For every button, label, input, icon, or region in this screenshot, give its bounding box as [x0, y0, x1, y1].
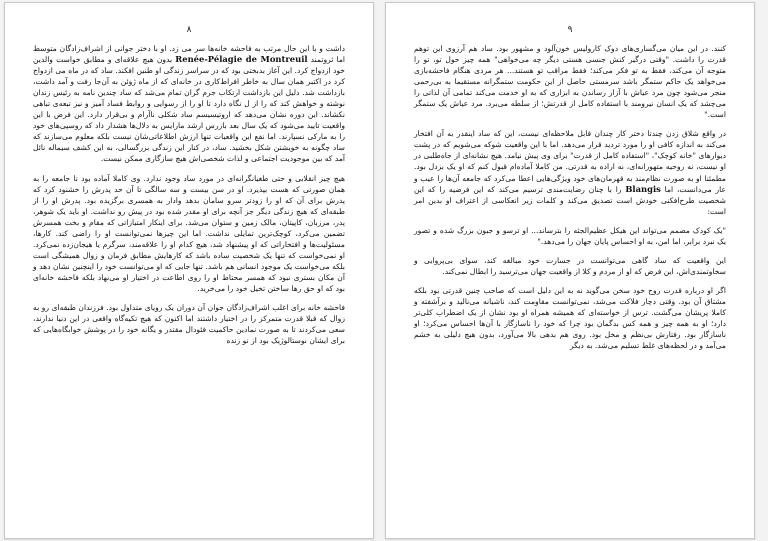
paragraph: اگر او درباره قدرت روح خود سخن می‌گوید نه به این دلیل است که صاحب چنین قدرتی بود بلکه مشتاق آن بود. وقتی دچار فلاکت می‌شد، نمی‌توانست مقاومت کند، ناشیانه می‌نالید و برآشفته و کاملا پریشان می‌گشت. ترس از خواسته‌ای که همیشه همراه او بود نشان از یک اضطراب کلی‌تر دارد؛ او به همه چیز و همه کس بدگمان بود چرا که خود را ناسازگار با آن‌ها احساس می‌کرد؛ او ناسازگار بود. رفتارش بی‌نظم و مخل بود. روی هم بدهی بالا می‌آورد، بدون هیچ دلیلی به خشم می‌آمد و در لحظه‌های غلط تسلیم می‌شد. به دیگر — [414, 285, 726, 351]
right-page — [385, 2, 755, 539]
paragraph: هیچ چیز انقلابی و حتی طغیانگرانه‌ای در مورد ساد وجود ندارد. وی کاملا آماده بود تا جامعه را به همان صورتی که هست بپذیرد. او در سن بیست و سه سالگی تا آن حد پدرش را خشنود کرد که پدرش برای آن که او را زودتر سرو سامان بدهد وادار به همسری برگزیده بود. پدرش او را از طبقه‌ای که هیچ زندگی دیگر جز آنچه برای او مقدر شده بود در پیش رو نداشت. او باید یک شوهر، پدر، مرزبان، کاپیتان، مالک زمین و ستوان می‌شد. برای اینکار امتیازاتی که مقام و بخت همسرش تضمین می‌کرد، کوچک‌ترین تمایلی نداشت. اما این چیزها نمی‌توانست او را راضی کند. کارها، مسئولیت‌ها و افتخاراتی که او پیشنهاد شد، هیچ کدام او را علاقه‌مند، سرگرم یا هیجان‌زده نمی‌کرد. او نمی‌خواست که تنها یک شخصیت ساده باشد که کارهایش مطابق فرمان و زوال همیشگی است بلکه می‌خواست یک موجود انسانی هم باشد. تنها جایی که او می‌توانست خود را اینچنین نشان دهد و آن مکان بستری نبود که همسر محتاط او را روی اطاعت در اختیار او می‌نهاد بلکه فاحشه خانه‌ای بود که او حق رها ساختن تخیل خود را می‌خرید. — [33, 173, 345, 293]
paragraph: داشت و با این حال مرتب به فاحشه خانه‌ها سر می زد. او با دختر جوانی از اشراف‌زادگان متوسط اما ثروتمند Renée-Pélagie de Montreuil بدون هیچ علاقه‌ای و مطابق خواست والدین خود ازدواج کرد. این آغاز بدبختی بود که در سراسر زندگی او طنین افکند. ساد که در ماه می ازدواج کرد در اکتبر همان سال به خاطر افراط‌کاری در خانه‌ای که از ماه ژوئن به آن‌جا رفت و آمد داشت، بازداشت شد. دلیل این بازداشت ارتکاب جرم گران تمام می‌شد که ساد چندین نامه به رئیس زندان نوشته و خواهش کند که را از ل نگاه دارد تا او را از رسوایی و روابط فساد آمیز و نیز تبعه‌ی تباهی نکشاند. این دوره نشان می‌دهد که اروتیسیسم ساد شکلی ناآرام و بی‌قرار دارد. این فرض با این واقعیت تایید می‌شود که یک سال بعد بازرس ارشد مارایس به دلال‌ها هشدار داد که روسپی‌های خود را به مارکی نسپارند. اما نفع این واقعیات تنها ارزش اطلاعاتی‌شان نیست بلکه معلوم می‌سازند که ساد چگونه به خویشتن شکل بخشید. ساد، در کنار این زندگی بزرگسالی، به این کشف سیماله نائل آمد که بین موجودیت اجتماعی و لذات شخصی‌اش هیچ سازگاری ممکن نیست. — [33, 44, 345, 164]
paragraph: "یک کودک مصمم می‌تواند این هیکل عظیم‌الجثه را بترساند... او ترسو و جبون بزرگ شده و تصور یک نبرد برابر، اما امن، به او احساس پایان جهان را می‌دهد." — [414, 225, 726, 246]
latin-name: Renée-Pélagie de Montreuil — [175, 54, 308, 65]
page-number: ۹ — [567, 25, 573, 35]
page-number: ۸ — [186, 25, 192, 35]
left-page — [4, 2, 374, 539]
paragraph: کنند. در این میان می‌گساری‌های دوک کارولیس خون‌آلود و مشهور بود. ساد هم آرزوی این توهم قدرت را داشت. "وقتی درگیر کنش جنسی هستی دیگر چه می‌خواهی" همه چیز حول تو، تو را متوجه آن می‌کند، فقط به تو فکر می‌کند؛ فقط مراقب تو هستند... هر مردی هنگام فاحشه‌بازی می‌خواهد یک حاکم ستمگر باشد سرمستی حاصل از این حکومت ستمگرانه مستقیما به بی‌رحمی منجر می‌شود چون مرد عیاش با آزار رساندن به ابزاری که به او خدمت می‌کند تمامی آن لذاتی را می‌چشد که یک انسان نیرومند با استفاده کامل از قدرتش؛ از سلطه می‌برد. مرد عیاش یک ستمگر است." — [414, 44, 726, 120]
paragraph: فاحشه خانه برای اغلب اشراف‌زادگان جوان آن دوران یک رویای متداول بود. فرزندان طبقه‌ای رو به زوال که قبلا قدرت متمرکز را در اختیار داشتند اما اکنون که هیچ تکیه‌گاه واقعی در این دنیا ندارند، سعی می‌کردند تا به صورت نمادین حاکمیت فئودال مقتدر و یگانه خود را در پوشش خوابگاه‌هایی که برای ایشان نوستالوژیک بود از نو زنده — [33, 303, 345, 346]
page-body — [414, 43, 726, 359]
page-body — [33, 43, 345, 354]
paragraph: این واقعیت که ساد گاهی می‌توانست در جسارت خود مبالغه کند، سوای بی‌پروایی و سخاوتمندی‌اش، این فرض که او از مردم و کلا از واقعیت جهان می‌ترسید را ابطال نمی‌کند. — [414, 255, 726, 276]
latin-name: Blangis — [625, 183, 661, 194]
paragraph: در واقع شلاق زدن چندتا دختر کار چندان قابل ملاحظه‌ای نیست، این که ساد اینقدر به آن افتخار می‌کند به اندازه کافی او را مورد تردید قرار می‌دهد. اما با این واقعیت شوکه می‌شویم که در پشت دیوارهای "خانه کوچک"، "استفاده کامل از قدرت" برای وی پیش نیامد. هیچ نشانه‌ای از جاه‌طلبی در او نیست، نه روحیه متهورانه‌ای، نه اراده به قدرتی. من کاملا آماده‌ام قبول کنم که او یک بزدل بود. مطمئنا او به صورت نظام‌مند به قهرمان‌های خود ویژگی‌هایی اعطا می‌کرد که جامعه آن‌ها را عیب و عار می‌دانست، اما Blangis را با چنان رضایت‌مندی ترسیم می‌کند که این فرضیه را که این شخصیت طرح‌افکنی خودش است تصدیق می‌کند و کلمات زیر انعکاسی از اعتراف او بدین امر است: — [414, 129, 726, 216]
